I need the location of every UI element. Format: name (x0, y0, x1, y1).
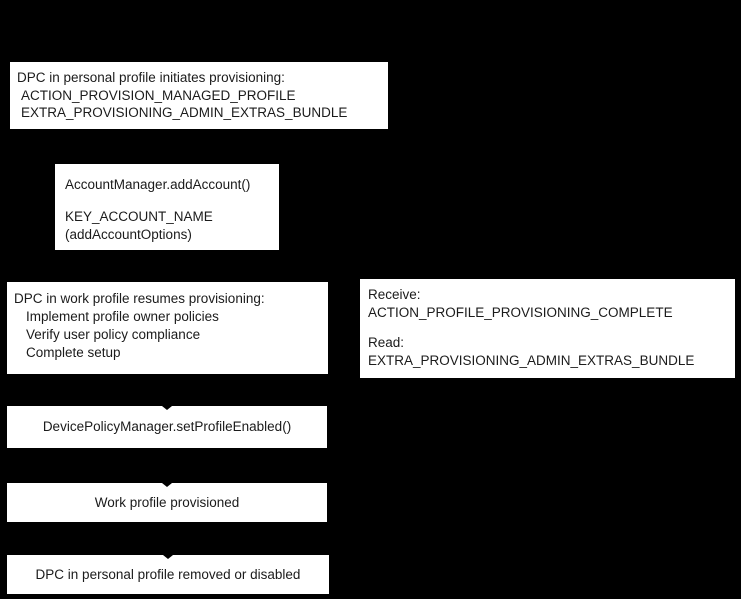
flow-box-add-account (55, 164, 279, 250)
arrowhead-tip (163, 555, 173, 559)
receive-label: Receive: (368, 287, 421, 302)
flow-box-receive-broadcast (360, 279, 735, 378)
flow-box-initiate-provisioning (10, 62, 388, 129)
flow-box-dpc-removed (7, 555, 329, 594)
receive-action-constant: ACTION_PROFILE_PROVISIONING_COMPLETE (368, 305, 673, 320)
initiate-action-constant: ACTION_PROVISION_MANAGED_PROFILE (21, 87, 296, 103)
dpc-removed-label: DPC in personal profile removed or disabled (35, 566, 301, 582)
resume-step-implement-policies: Implement profile owner policies (26, 309, 219, 324)
add-account-options: (addAccountOptions) (65, 227, 192, 242)
flow-box-work-profile-provisioned (7, 483, 327, 522)
add-account-method: AccountManager.addAccount() (65, 177, 251, 192)
resume-title: DPC in work profile resumes provisioning: (14, 291, 265, 306)
read-label: Read: (368, 335, 405, 350)
resume-step-verify-compliance: Verify user policy compliance (26, 327, 201, 342)
add-account-key: KEY_ACCOUNT_NAME (65, 209, 213, 224)
work-profile-provisioned-label: Work profile provisioned (94, 494, 240, 510)
flow-box-set-profile-enabled (7, 406, 327, 448)
initiate-extra-constant: EXTRA_PROVISIONING_ADMIN_EXTRAS_BUNDLE (21, 105, 348, 120)
set-profile-enabled-method: DevicePolicyManager.setProfileEnabled() (42, 419, 292, 435)
resume-step-complete-setup: Complete setup (26, 345, 121, 360)
arrowhead-tip (162, 406, 172, 410)
flow-box-resume-provisioning (7, 282, 328, 374)
arrowhead-tip (162, 483, 172, 487)
initiate-title: DPC in personal profile initiates provisioning: (17, 70, 285, 85)
read-extra-constant: EXTRA_PROVISIONING_ADMIN_EXTRAS_BUNDLE (368, 353, 695, 368)
